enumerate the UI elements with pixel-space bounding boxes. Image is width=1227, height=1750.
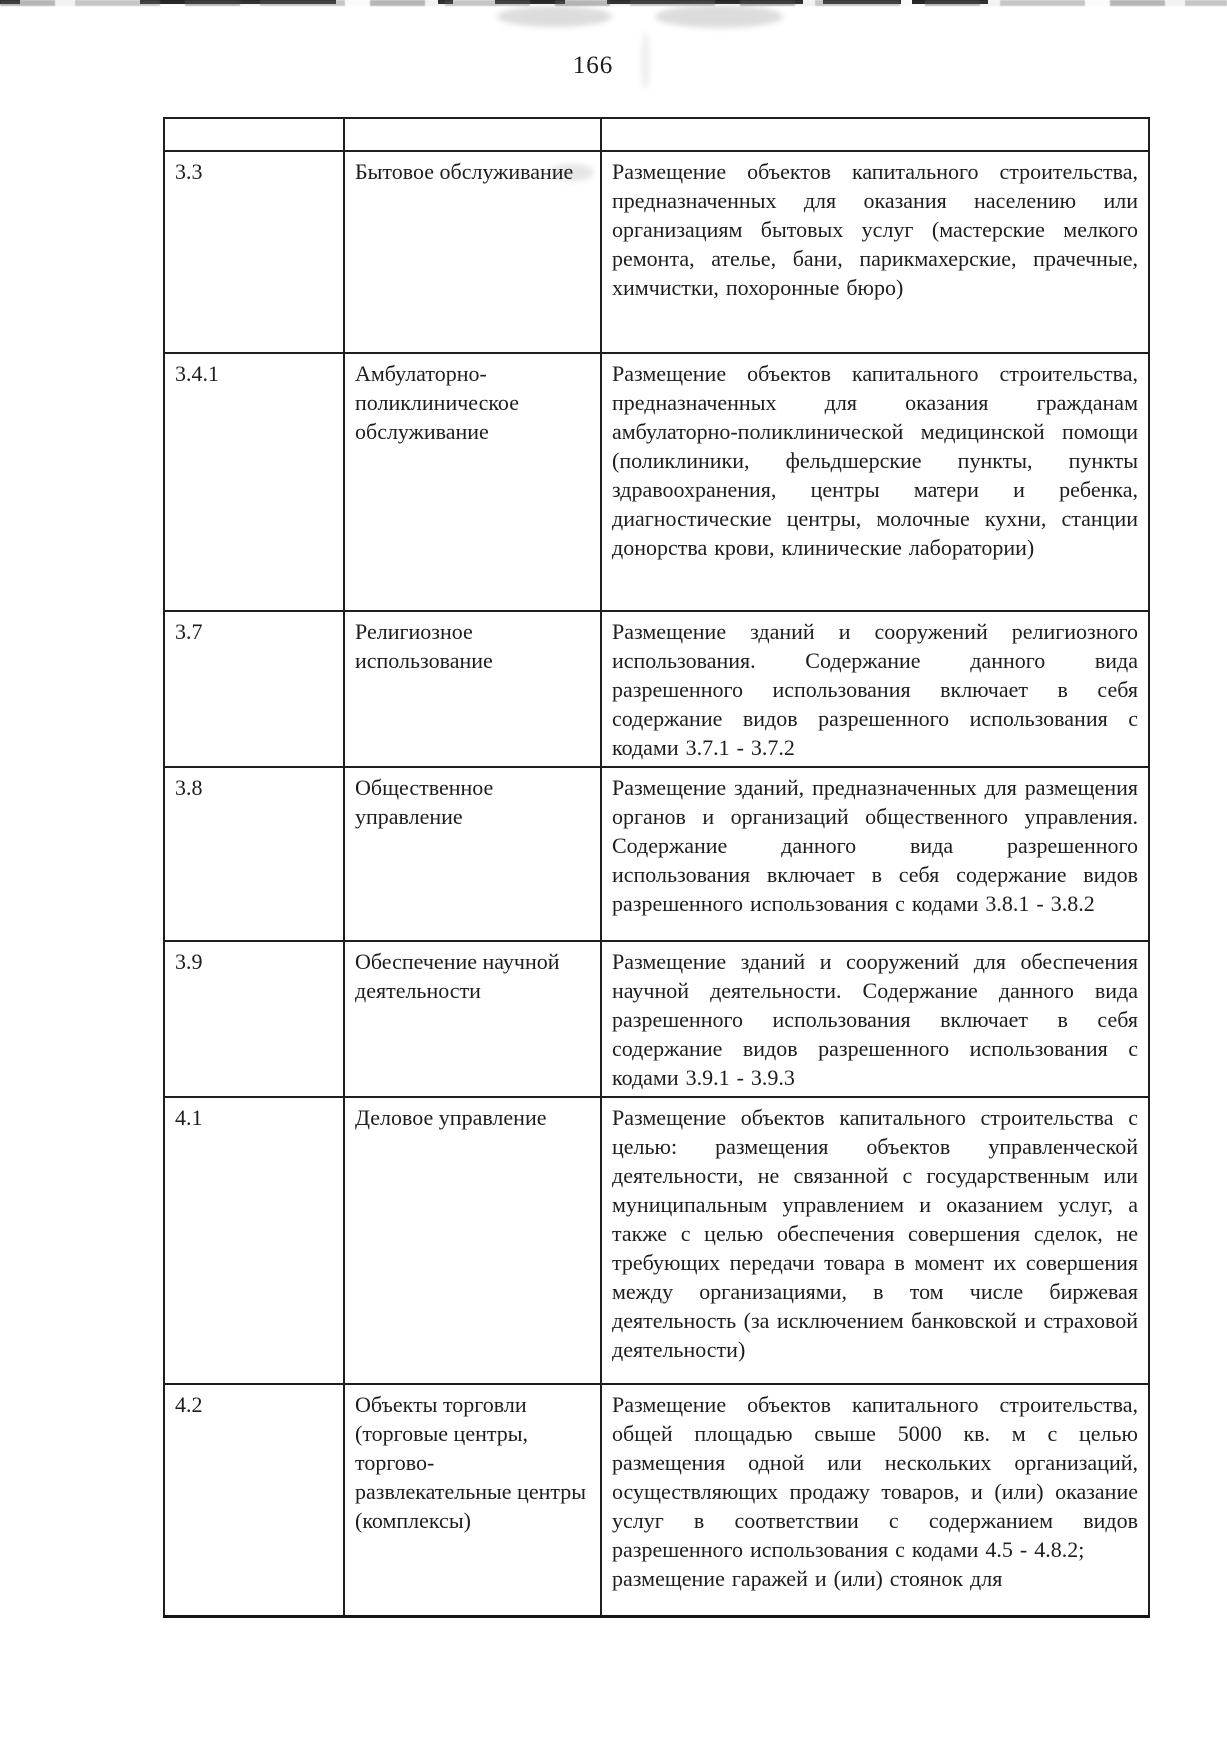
code-cell: 3.8	[164, 767, 344, 941]
description-cell: Размещение объектов капитального строительства с целью: размещения объектов управленческой деятельности, не связанной с государственным или муниципальным управлением и оказанием услуг, а также с целью обеспечения совершения сделок, не требующих передачи товара в момент их совершения между организациями, в том числе биржевая деятельность (за исключением банковской и страховой деятельности)	[601, 1097, 1149, 1384]
land-use-classifier-table	[163, 117, 1150, 1618]
name-cell: Амбулаторно-поликлиническое обслуживание	[344, 353, 601, 611]
name-cell: Обеспечение научной деятельности	[344, 941, 601, 1097]
code-cell: 3.3	[164, 151, 344, 353]
description-paragraph: размещение гаражей и (или) стоянок для	[612, 1566, 1003, 1591]
description-paragraph: Размещение объектов капитального строительства, общей площадью свыше 5000 кв. м с целью размещения одной или нескольких организаций, осуществляющих продажу товаров, и (или) оказание услуг в соответствии с содержанием видов разрешенного использования с кодами 4.5 - 4.8.2;	[612, 1392, 1138, 1562]
table-row-4-1	[164, 1097, 1149, 1384]
scan-smudge	[655, 5, 783, 28]
code-cell: 3.4.1	[164, 353, 344, 611]
table-row-3-8	[164, 767, 1149, 941]
description-cell: Размещение зданий и сооружений для обеспечения научной деятельности. Содержание данного вида разрешенного использования включает в себя содержание видов разрешенного использования с кодами 3.9.1 - 3.9.3	[601, 941, 1149, 1097]
scan-smudge	[641, 32, 650, 90]
header-cell-empty	[344, 118, 601, 151]
description-cell: Размещение объектов капитального строительства, предназначенных для оказания гражданам амбулаторно-поликлинической медицинской помощи (поликлиники, фельдшерские пункты, пункты здравоохранения, центры матери и ребенка, диагностические центры, молочные кухни, станции донорства крови, клинические лаборатории)	[601, 353, 1149, 611]
table-header-row-empty	[164, 118, 1149, 151]
name-cell: Религиозное использование	[344, 611, 601, 767]
table-row-3-9	[164, 941, 1149, 1097]
scan-artifact-bottom-band	[0, 0, 1227, 6]
name-cell: Общественное управление	[344, 767, 601, 941]
description-cell: Размещение объектов капитального строительства, предназначенных для оказания населению или организациям бытовых услуг (мастерские мелкого ремонта, ателье, бани, парикмахерские, прачечные, химчистки, похоронные бюро)	[601, 151, 1149, 353]
table-row-3-7	[164, 611, 1149, 767]
code-cell: 4.2	[164, 1384, 344, 1616]
table-row-3-3	[164, 151, 1149, 353]
description-cell	[601, 1384, 1149, 1616]
name-cell: Объекты торговли (торговые центры, торгово-развлекательные центры (комплексы)	[344, 1384, 601, 1616]
table-row-3-4-1	[164, 353, 1149, 611]
description-cell: Размещение зданий, предназначенных для размещения органов и организаций общественного управления. Содержание данного вида разрешенного использования включает в себя содержание видов разрешенного использования с кодами 3.8.1 - 3.8.2	[601, 767, 1149, 941]
code-cell: 4.1	[164, 1097, 344, 1384]
table-row-4-2	[164, 1384, 1149, 1616]
header-cell-empty	[164, 118, 344, 151]
code-cell: 3.9	[164, 941, 344, 1097]
header-cell-empty	[601, 118, 1149, 151]
scan-smudge	[497, 6, 612, 27]
description-cell: Размещение зданий и сооружений религиозного использования. Содержание данного вида разрешенного использования включает в себя содержание видов разрешенного использования с кодами 3.7.1 - 3.7.2	[601, 611, 1149, 767]
name-cell: Деловое управление	[344, 1097, 601, 1384]
page-number: 166	[572, 52, 614, 79]
code-cell: 3.7	[164, 611, 344, 767]
name-cell: Бытовое обслуживание	[344, 151, 601, 353]
